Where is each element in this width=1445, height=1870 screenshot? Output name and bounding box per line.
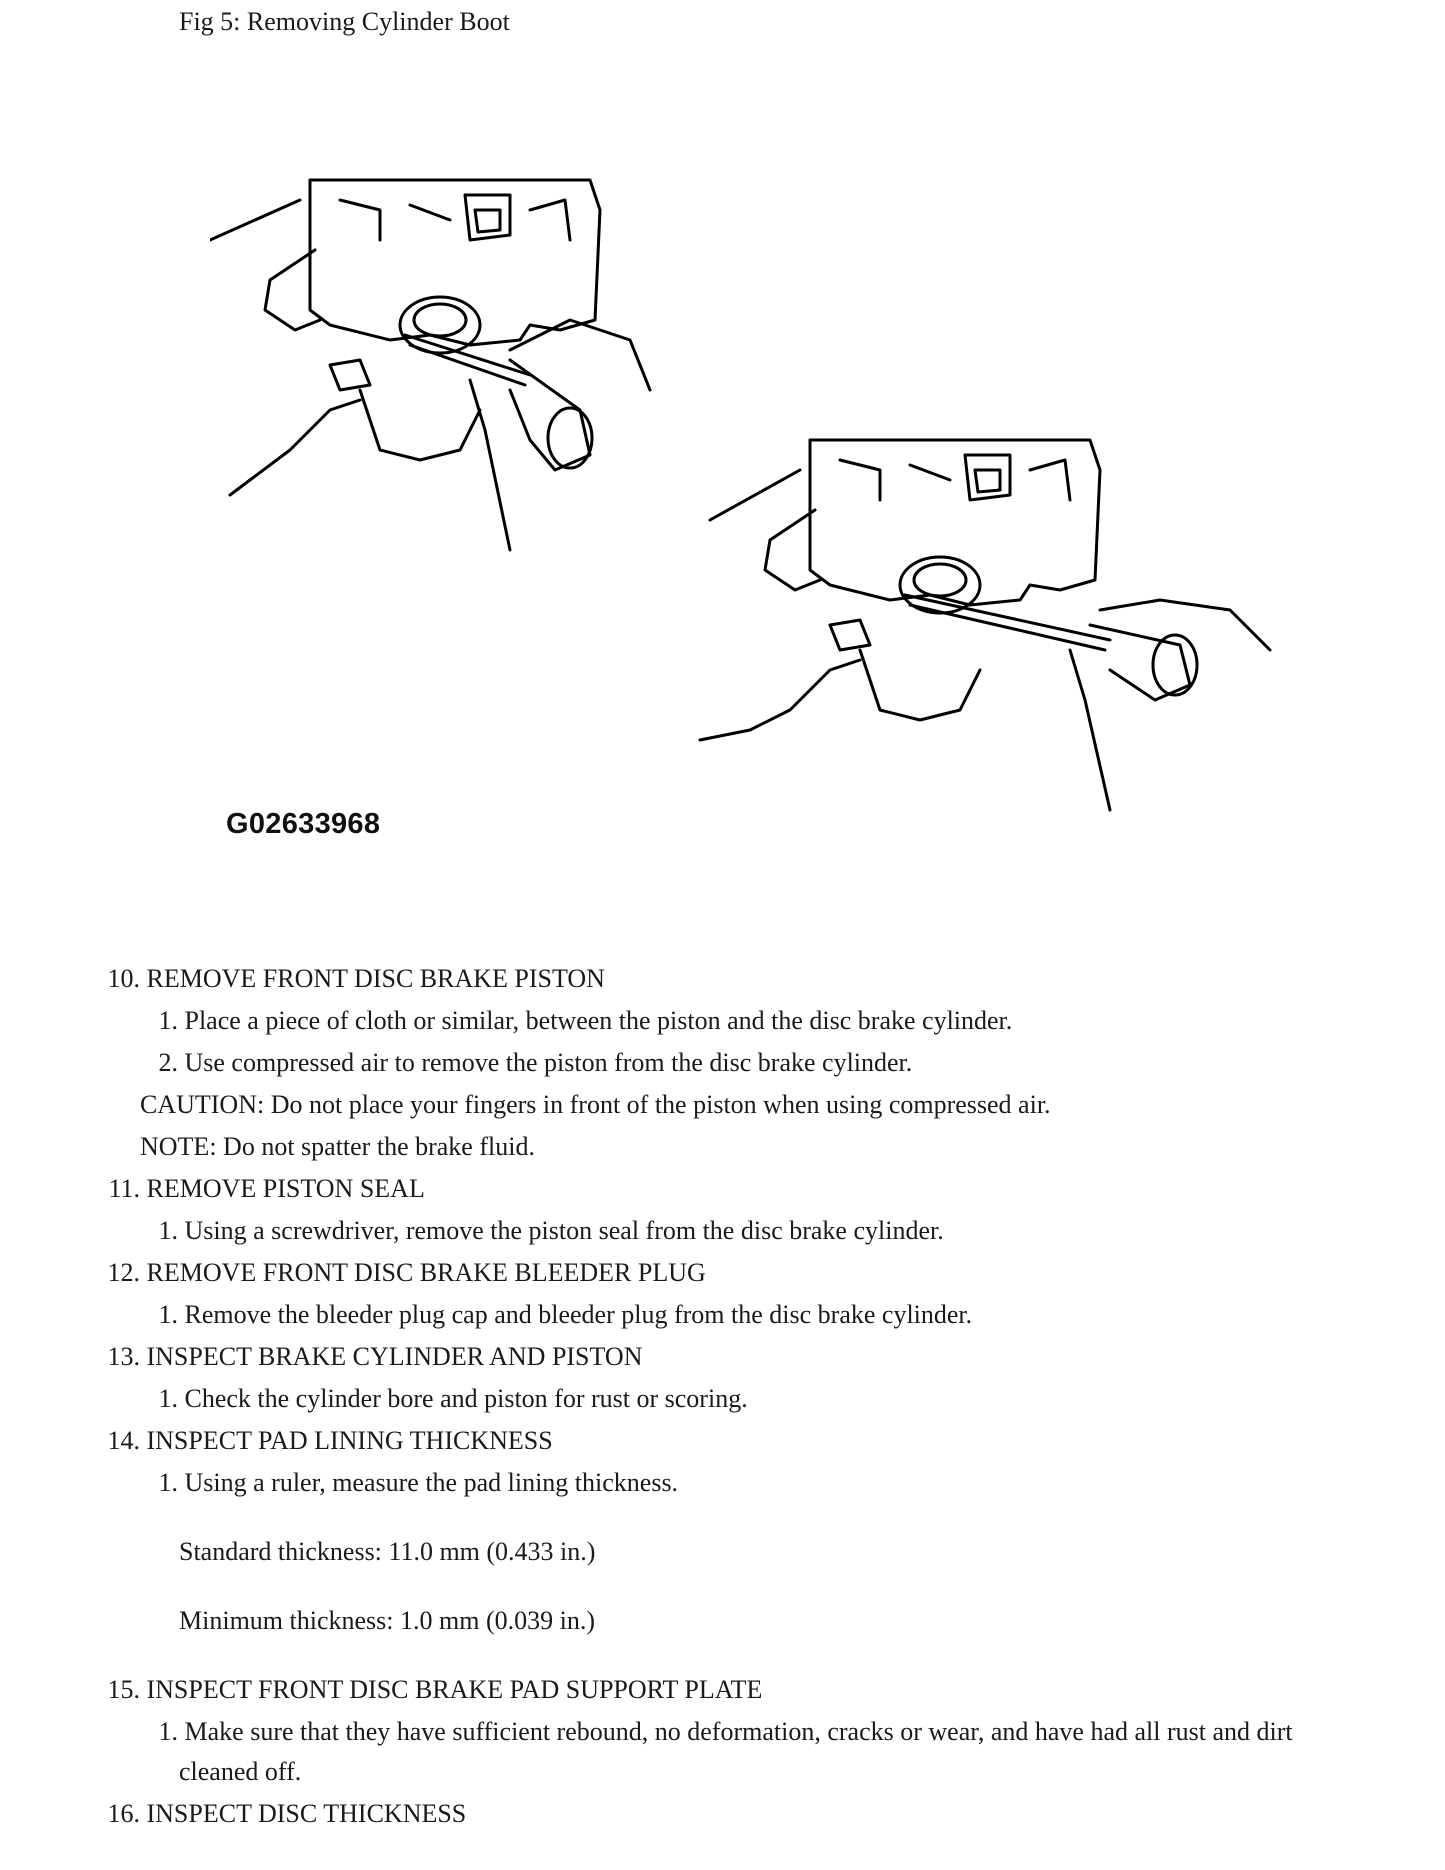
section-12-heading: 12. REMOVE FRONT DISC BRAKE BLEEDER PLUG [107,1258,706,1287]
section-10-heading: 10. REMOVE FRONT DISC BRAKE PISTON [107,964,605,993]
caliper-drawing-1 [210,180,650,550]
spec-standard-thickness: Standard thickness: 11.0 mm (0.433 in.) [179,1537,596,1566]
section-14-heading: 14. INSPECT PAD LINING THICKNESS [107,1426,553,1455]
section-15-step-1: 1. Make sure that they have sufficient rebound, no deformation, cracks or wear, and have had all rust and dirt [158,1717,1293,1746]
section-10-note: NOTE: Do not spatter the brake fluid. [140,1132,535,1161]
figure-code: G02633968 [226,808,381,840]
section-11-heading: 11. REMOVE PISTON SEAL [108,1174,425,1203]
spec-minimum-thickness: Minimum thickness: 1.0 mm (0.039 in.) [179,1606,595,1635]
section-13-step-1: 1. Check the cylinder bore and piston for rust or scoring. [158,1384,748,1413]
section-16-heading: 16. INSPECT DISC THICKNESS [107,1799,467,1828]
section-12-step-1: 1. Remove the bleeder plug cap and bleeder plug from the disc brake cylinder. [158,1300,973,1329]
section-15-step-1-continuation: cleaned off. [179,1757,302,1786]
section-14-step-1: 1. Using a ruler, measure the pad lining thickness. [158,1468,679,1497]
caliper-illustration [210,150,1310,850]
section-15-heading: 15. INSPECT FRONT DISC BRAKE PAD SUPPORT PLATE [107,1675,763,1704]
section-10-step-2: 2. Use compressed air to remove the piston from the disc brake cylinder. [158,1048,913,1077]
section-10-caution: CAUTION: Do not place your fingers in front of the piston when using compressed air. [140,1090,1051,1119]
section-11-step-1: 1. Using a screwdriver, remove the piston seal from the disc brake cylinder. [158,1216,944,1245]
section-13-heading: 13. INSPECT BRAKE CYLINDER AND PISTON [107,1342,643,1371]
figure-caption: Fig 5: Removing Cylinder Boot [179,7,510,36]
caliper-drawing-2 [700,440,1270,810]
section-10-step-1: 1. Place a piece of cloth or similar, between the piston and the disc brake cylinder. [158,1006,1013,1035]
